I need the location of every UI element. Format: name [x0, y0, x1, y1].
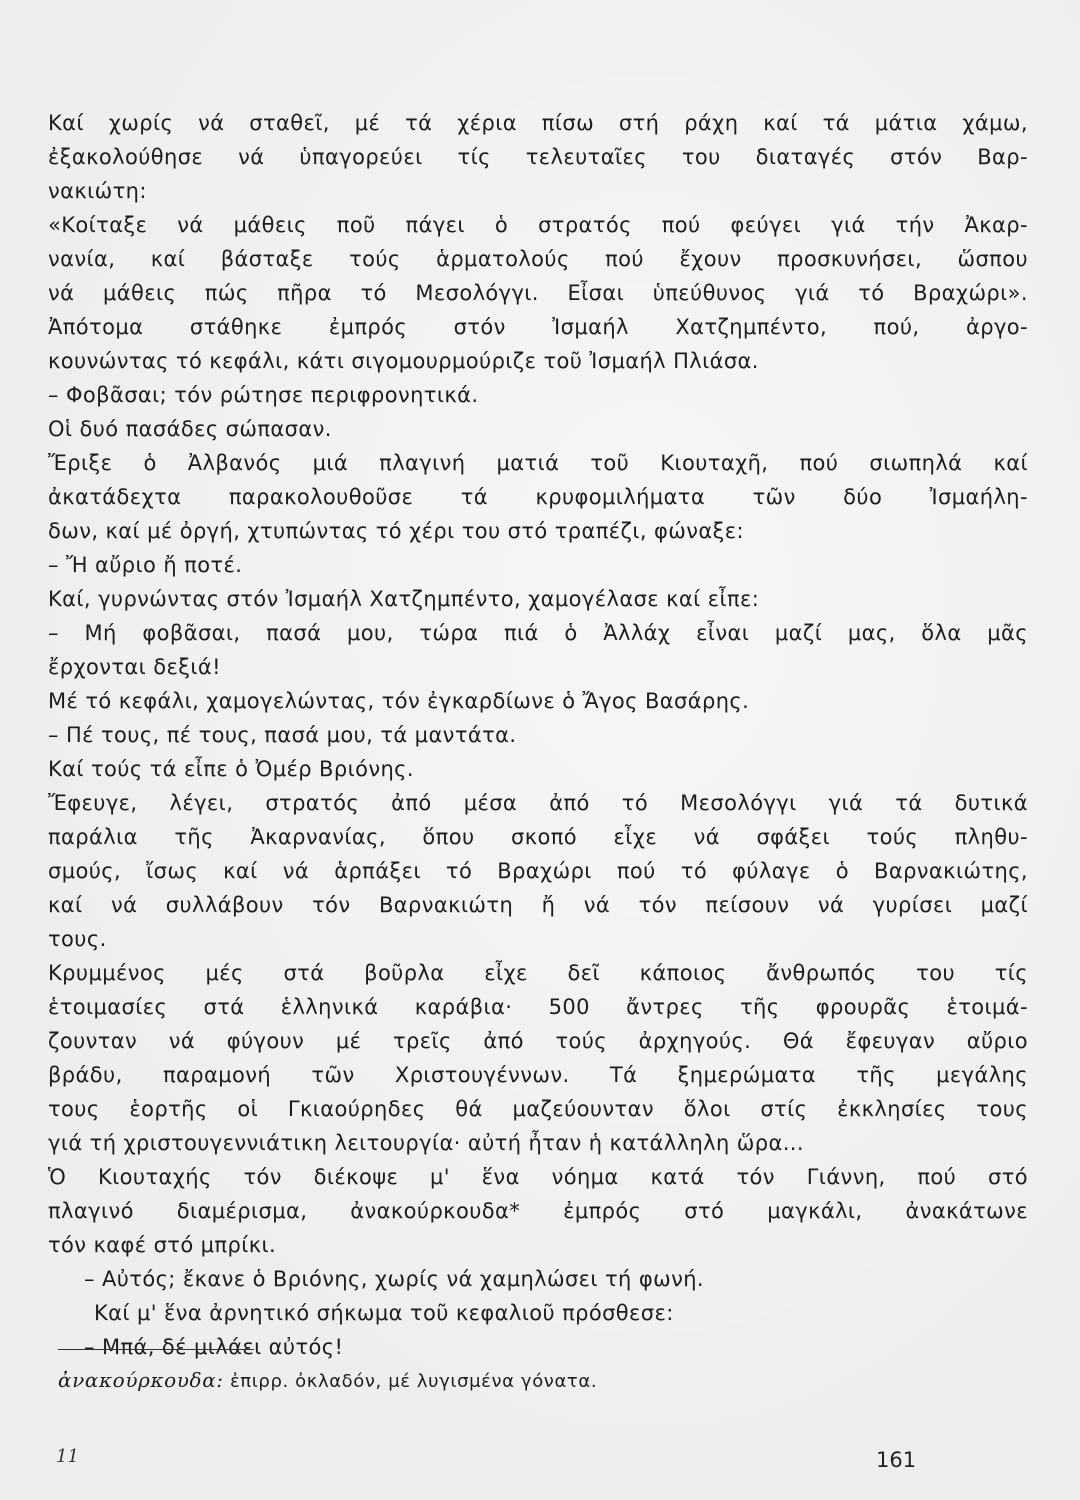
footnote-term: ἀνακούρκουδα:	[58, 1368, 224, 1392]
text-line: τόν καφέ στό μπρίκι.	[48, 1233, 277, 1257]
text-line: Οἱ δυό πασάδες σώπασαν.	[48, 417, 332, 441]
text-line: – Μή φοβᾶσαι, πασά μου, τώρα πιά ὁ Ἀλλάχ εἶναι μαζί μας, ὅλα μᾶς	[48, 621, 1028, 645]
text-line: ζουνταν νά φύγουν μέ τρεῖς ἀπό τούς ἀρχηγούς. Θά ἔφευγαν αὔριο	[48, 1029, 1028, 1053]
text-line: – Φοβᾶσαι; τόν ρώτησε περιφρονητικά.	[48, 383, 479, 407]
text-line: δων, καί μέ ὀργή, χτυπώντας τό χέρι του στό τραπέζι, φώναξε:	[48, 519, 744, 543]
text-line: τους ἑορτῆς οἱ Γκιαούρηδες θά μαζεύουνταν ὅλοι στίς ἐκκλησίες τους	[48, 1097, 1028, 1121]
text-line: Καί τούς τά εἶπε ὁ Ὀμέρ Βριόνης.	[48, 757, 414, 781]
text-line: Ἔφευγε, λέγει, στρατός ἀπό μέσα ἀπό τό Μεσολόγγι γιά τά δυτικά	[48, 791, 1028, 815]
footnote-definition: ἐπιρρ. ὀκλαδόν, μέ λυγισμένα γόνατα.	[223, 1371, 598, 1392]
footnote-divider	[58, 1349, 254, 1350]
text-line: – Ἤ αὔριο ἤ ποτέ.	[48, 553, 243, 577]
text-line: ἑτοιμασίες στά ἑλληνικά καράβια· 500 ἄντρες τῆς φρουρᾶς ἑτοιμά-	[48, 995, 1028, 1019]
signature-mark: 11	[56, 1446, 79, 1467]
text-line: καί νά συλλάβουν τόν Βαρνακιώτη ἤ νά τόν πείσουν νά γυρίσει μαζί	[48, 893, 1028, 917]
text-line: Καί, γυρνώντας στόν Ἰσμαήλ Χατζημπέντο, χαμογέλασε καί εἶπε:	[48, 587, 760, 611]
text-line: γιά τή χριστουγεννιάτικη λειτουργία· αὐτή ἦταν ἡ κατάλληλη ὥρα...	[48, 1131, 804, 1155]
text-line: Καί μ' ἕνα ἀρνητικό σήκωμα τοῦ κεφαλιοῦ πρόσθεσε:	[94, 1301, 674, 1325]
text-line: ἐξακολούθησε νά ὑπαγορεύει τίς τελευταῖες του διαταγές στόν Βαρ-	[48, 145, 1028, 169]
text-line: Καί χωρίς νά σταθεῖ, μέ τά χέρια πίσω στή ράχη καί τά μάτια χάμω,	[48, 111, 1028, 135]
text-line: τους.	[48, 927, 107, 951]
text-line: νακιώτη:	[48, 179, 147, 203]
text-line: – Αὐτός; ἔκανε ὁ Βριόνης, χωρίς νά χαμηλώσει τή φωνή.	[84, 1267, 704, 1291]
text-line: ἔρχονται δεξιά!	[48, 655, 221, 679]
text-line: νανία, καί βάσταξε τούς ἁρματολούς πού ἔχουν προσκυνήσει, ὥσπου	[48, 247, 1028, 271]
text-line: σμούς, ἴσως καί νά ἁρπάξει τό Βραχώρι πού τό φύλαγε ὁ Βαρνακιώτης,	[48, 859, 1028, 883]
text-line: Ἀπότομα στάθηκε ἐμπρός στόν Ἰσμαήλ Χατζημπέντο, πού, ἀργο-	[48, 315, 1028, 339]
text-line: Μέ τό κεφάλι, χαμογελώντας, τόν ἐγκαρδίωνε ὁ Ἄγος Βασάρης.	[48, 689, 750, 713]
text-line: νά μάθεις πώς πῆρα τό Μεσολόγγι. Εἶσαι ὑπεύθυνος γιά τό Βραχώρι».	[48, 281, 1028, 305]
text-line: Κρυμμένος μές στά βοῦρλα εἶχε δεῖ κάποιος ἄνθρωπός του τίς	[48, 961, 1028, 985]
text-line: «Κοίταξε νά μάθεις ποῦ πάγει ὁ στρατός πού φεύγει γιά τήν Ἀκαρ-	[48, 213, 1028, 237]
text-line: Ἔριξε ὁ Ἀλβανός μιά πλαγινή ματιά τοῦ Κιουταχῆ, πού σιωπηλά καί	[48, 451, 1028, 475]
text-line: κουνώντας τό κεφάλι, κάτι σιγομουρμούριζε τοῦ Ἰσμαήλ Πλιάσα.	[48, 349, 759, 373]
text-line: βράδυ, παραμονή τῶν Χριστουγέννων. Τά ξημερώματα τῆς μεγάλης	[48, 1063, 1028, 1087]
text-line: παράλια τῆς Ἀκαρνανίας, ὅπου σκοπό εἶχε νά σφάξει τούς πληθυ-	[48, 825, 1028, 849]
text-line: Ὁ Κιουταχής τόν διέκοψε μ' ἕνα νόημα κατά τόν Γιάννη, πού στό	[48, 1165, 1028, 1189]
text-line: – Πέ τους, πέ τους, πασά μου, τά μαντάτα.	[48, 723, 517, 747]
page-number: 161	[876, 1448, 917, 1472]
text-line: πλαγινό διαμέρισμα, ἀνακούρκουδα* ἐμπρός στό μαγκάλι, ἀνακάτωνε	[48, 1199, 1028, 1223]
body-text	[48, 106, 1028, 1364]
text-line: ἀκατάδεχτα παρακολουθοῦσε τά κρυφομιλήματα τῶν δύο Ἰσμαήλη-	[48, 485, 1028, 509]
footnote	[58, 1368, 597, 1392]
text-line: – Μπά, δέ μιλάει αὐτός!	[84, 1335, 344, 1359]
